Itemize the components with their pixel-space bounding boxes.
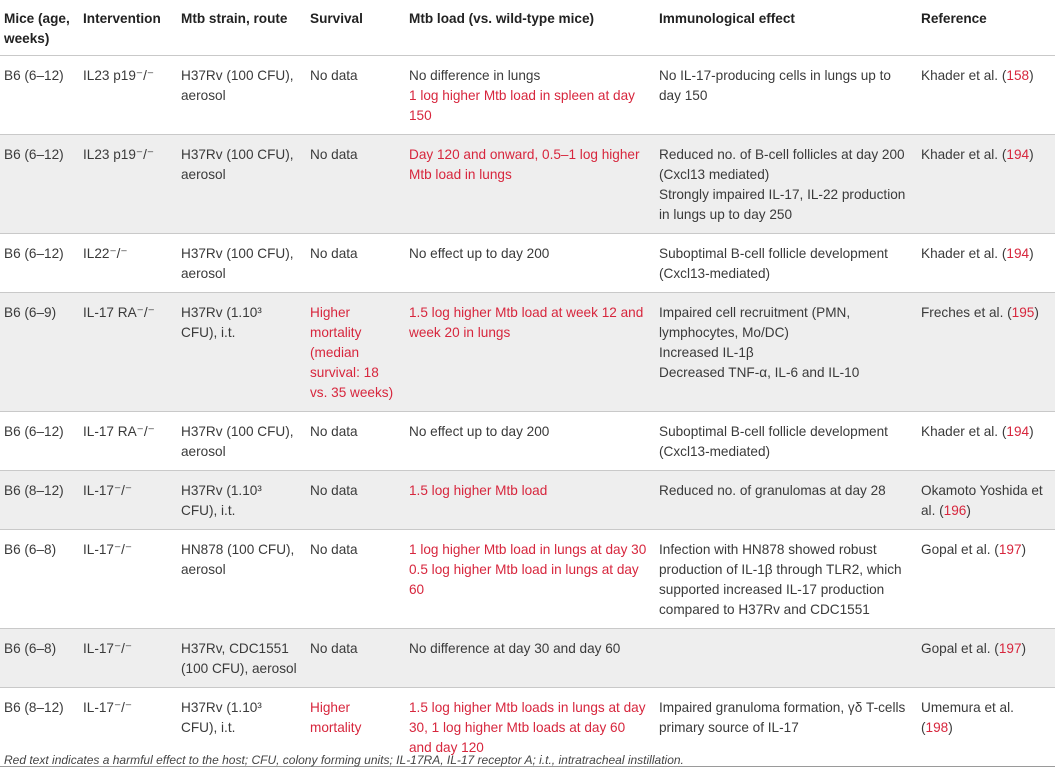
reference-author: Umemura et al. ( bbox=[921, 700, 1014, 735]
table-footnote: Red text indicates a harmful effect to the host; CFU, colony forming units; IL-17RA, IL-17 receptor A; i.t., intratracheal instillation. bbox=[4, 753, 684, 767]
reference-close: ) bbox=[1034, 305, 1039, 320]
mtb-load-text: No effect up to day 200 bbox=[409, 246, 550, 261]
survival-text: Higher mortality (median survival: 18 vs. 35 weeks) bbox=[310, 305, 394, 400]
cell-mice: B6 (6–9) bbox=[4, 305, 57, 320]
header-survival: Survival bbox=[310, 11, 363, 26]
effect-text: Increased IL-1β bbox=[659, 345, 754, 360]
survival-text: No data bbox=[310, 542, 358, 557]
effect-text: Strongly impaired IL-17, IL-22 production in lungs up to day 250 bbox=[659, 187, 906, 222]
cell-mtb-load bbox=[405, 471, 655, 530]
cell-survival bbox=[306, 293, 405, 412]
header-reference: Reference bbox=[921, 11, 987, 26]
cell-reference bbox=[917, 135, 1055, 234]
reference-number-link[interactable]: 194 bbox=[1006, 246, 1030, 261]
effect-text: Suboptimal B-cell follicle development (Cxcl13-mediated) bbox=[659, 424, 888, 459]
cell-reference bbox=[917, 688, 1055, 767]
reference-close: ) bbox=[1029, 424, 1034, 439]
cell-intervention: IL23 p19⁻/⁻ bbox=[83, 147, 155, 162]
cell-immunological-effect bbox=[655, 471, 917, 530]
header-mtb-load: Mtb load (vs. wild-type mice) bbox=[409, 11, 595, 26]
survival-text: No data bbox=[310, 147, 358, 162]
cell-intervention: IL-17⁻/⁻ bbox=[83, 700, 133, 715]
cell-intervention: IL-17⁻/⁻ bbox=[83, 641, 133, 656]
effect-text: Impaired cell recruitment (PMN, lymphocytes, Mo/DC) bbox=[659, 305, 851, 340]
cell-intervention: IL-17 RA⁻/⁻ bbox=[83, 305, 155, 320]
cell-survival bbox=[306, 471, 405, 530]
reference-number-link[interactable]: 195 bbox=[1011, 305, 1035, 320]
cell-strain-route: H37Rv (100 CFU), aerosol bbox=[181, 68, 294, 103]
cell-survival bbox=[306, 56, 405, 135]
reference-number-link[interactable]: 198 bbox=[925, 720, 949, 735]
cell-mtb-load bbox=[405, 412, 655, 471]
reference-close: ) bbox=[1021, 542, 1027, 557]
cell-mtb-load bbox=[405, 234, 655, 293]
cell-mtb-load bbox=[405, 135, 655, 234]
survival-text: No data bbox=[310, 68, 358, 83]
cell-immunological-effect bbox=[655, 412, 917, 471]
table-row bbox=[0, 530, 1055, 629]
survival-text: No data bbox=[310, 483, 358, 498]
effect-text: Reduced no. of B-cell follicles at day 200 (Cxcl13 mediated) bbox=[659, 147, 905, 182]
effect-text: Infection with HN878 showed robust production of IL-1β through TLR2, which supported increased IL-17 production compared to H37Rv and CDC1551 bbox=[659, 542, 902, 617]
cell-strain-route: H37Rv (1.10³ CFU), i.t. bbox=[181, 700, 262, 735]
survival-text: Higher mortality bbox=[310, 700, 362, 735]
header-strain-route: Mtb strain, route bbox=[181, 11, 288, 26]
reference-close: ) bbox=[1029, 246, 1034, 261]
cell-survival bbox=[306, 234, 405, 293]
cell-reference bbox=[917, 629, 1055, 688]
cell-immunological-effect bbox=[655, 135, 917, 234]
reference-number-link[interactable]: 196 bbox=[943, 503, 967, 518]
cell-survival bbox=[306, 629, 405, 688]
reference-author: Gopal et al. ( bbox=[921, 641, 999, 656]
cell-strain-route: H37Rv, CDC1551 (100 CFU), aerosol bbox=[181, 641, 297, 676]
cell-mice: B6 (6–8) bbox=[4, 542, 57, 557]
mtb-load-text: 1 log higher Mtb load in spleen at day 150 bbox=[409, 88, 635, 123]
table-header bbox=[0, 0, 1055, 56]
cell-strain-route: H37Rv (100 CFU), aerosol bbox=[181, 246, 294, 281]
header-intervention: Intervention bbox=[83, 11, 161, 26]
header-mice: Mice (age, weeks) bbox=[4, 11, 70, 46]
cell-immunological-effect bbox=[655, 530, 917, 629]
table-row bbox=[0, 412, 1055, 471]
reference-number-link[interactable]: 194 bbox=[1006, 147, 1030, 162]
header-immunological-effect: Immunological effect bbox=[659, 11, 795, 26]
reference-author: Freches et al. ( bbox=[921, 305, 1012, 320]
cell-immunological-effect bbox=[655, 293, 917, 412]
reference-close: ) bbox=[1021, 641, 1027, 656]
reference-author: Gopal et al. ( bbox=[921, 542, 999, 557]
reference-number-link[interactable]: 158 bbox=[1006, 68, 1030, 83]
cell-strain-route: H37Rv (1.10³ CFU), i.t. bbox=[181, 483, 262, 518]
reference-close: ) bbox=[948, 720, 953, 735]
survival-text: No data bbox=[310, 424, 358, 439]
cell-mtb-load bbox=[405, 293, 655, 412]
survival-text: No data bbox=[310, 246, 358, 261]
reference-author: Khader et al. ( bbox=[921, 246, 1007, 261]
cell-mice: B6 (6–12) bbox=[4, 246, 64, 261]
cell-strain-route: H37Rv (100 CFU), aerosol bbox=[181, 147, 294, 182]
cell-mice: B6 (6–12) bbox=[4, 147, 64, 162]
cell-mtb-load bbox=[405, 56, 655, 135]
cell-strain-route: H37Rv (1.10³ CFU), i.t. bbox=[181, 305, 262, 340]
table-row bbox=[0, 135, 1055, 234]
reference-close: ) bbox=[1029, 68, 1034, 83]
cell-mice: B6 (6–12) bbox=[4, 424, 64, 439]
mtb-load-text: 1.5 log higher Mtb load at week 12 and week 20 in lungs bbox=[409, 305, 644, 340]
reference-author: Khader et al. ( bbox=[921, 424, 1007, 439]
effect-text: Suboptimal B-cell follicle development (Cxcl13-mediated) bbox=[659, 246, 888, 281]
reference-number-link[interactable]: 197 bbox=[998, 542, 1022, 557]
mtb-load-text: 1.5 log higher Mtb load bbox=[409, 483, 548, 498]
mtb-load-text: 1 log higher Mtb load in lungs at day 30 bbox=[409, 542, 647, 557]
reference-close: ) bbox=[966, 503, 971, 518]
cell-mtb-load bbox=[405, 530, 655, 629]
table-row bbox=[0, 629, 1055, 688]
table-body bbox=[0, 56, 1055, 767]
cell-immunological-effect bbox=[655, 629, 917, 688]
cell-reference bbox=[917, 234, 1055, 293]
cell-immunological-effect bbox=[655, 56, 917, 135]
table-row bbox=[0, 471, 1055, 530]
cell-survival bbox=[306, 135, 405, 234]
table-row bbox=[0, 56, 1055, 135]
cell-mice: B6 (6–8) bbox=[4, 641, 57, 656]
effect-text: Decreased TNF-α, IL-6 and IL-10 bbox=[659, 365, 860, 380]
cell-reference bbox=[917, 412, 1055, 471]
mtb-load-text: No difference in lungs bbox=[409, 68, 541, 83]
effect-text: No IL-17-producing cells in lungs up to day 150 bbox=[659, 68, 891, 103]
reference-number-link[interactable]: 197 bbox=[998, 641, 1022, 656]
reference-author: Khader et al. ( bbox=[921, 68, 1007, 83]
table-row bbox=[0, 293, 1055, 412]
cell-immunological-effect bbox=[655, 688, 917, 767]
cell-reference bbox=[917, 471, 1055, 530]
cell-survival bbox=[306, 530, 405, 629]
cell-intervention: IL-17 RA⁻/⁻ bbox=[83, 424, 155, 439]
effect-text: Impaired granuloma formation, γδ T-cells primary source of IL-17 bbox=[659, 700, 906, 735]
cell-reference bbox=[917, 530, 1055, 629]
reference-close: ) bbox=[1029, 147, 1034, 162]
effect-text: Reduced no. of granulomas at day 28 bbox=[659, 483, 886, 498]
cell-reference bbox=[917, 56, 1055, 135]
cell-mice: B6 (8–12) bbox=[4, 700, 64, 715]
cell-strain-route: H37Rv (100 CFU), aerosol bbox=[181, 424, 294, 459]
mtb-load-text: Day 120 and onward, 0.5–1 log higher Mtb load in lungs bbox=[409, 147, 640, 182]
survival-text: No data bbox=[310, 641, 358, 656]
reference-number-link[interactable]: 194 bbox=[1006, 424, 1030, 439]
cell-intervention: IL-17⁻/⁻ bbox=[83, 542, 133, 557]
cell-survival bbox=[306, 412, 405, 471]
cell-immunological-effect bbox=[655, 234, 917, 293]
cell-intervention: IL22⁻/⁻ bbox=[83, 246, 128, 261]
mtb-load-text: No difference at day 30 and day 60 bbox=[409, 641, 621, 656]
reference-author: Okamoto Yoshida et al. ( bbox=[921, 483, 1043, 518]
cell-strain-route: HN878 (100 CFU), aerosol bbox=[181, 542, 295, 577]
cell-intervention: IL-17⁻/⁻ bbox=[83, 483, 133, 498]
mtb-load-text: 0.5 log higher Mtb load in lungs at day 60 bbox=[409, 562, 639, 597]
cell-mtb-load bbox=[405, 629, 655, 688]
table-row bbox=[0, 234, 1055, 293]
cell-mice: B6 (8–12) bbox=[4, 483, 64, 498]
cell-intervention: IL23 p19⁻/⁻ bbox=[83, 68, 155, 83]
mtb-load-text: No effect up to day 200 bbox=[409, 424, 550, 439]
cell-mice: B6 (6–12) bbox=[4, 68, 64, 83]
cell-reference bbox=[917, 293, 1055, 412]
reference-author: Khader et al. ( bbox=[921, 147, 1007, 162]
mtb-load-text: 1.5 log higher Mtb loads in lungs at day 30, 1 log higher Mtb loads at day 60 and day 120 bbox=[409, 700, 646, 755]
